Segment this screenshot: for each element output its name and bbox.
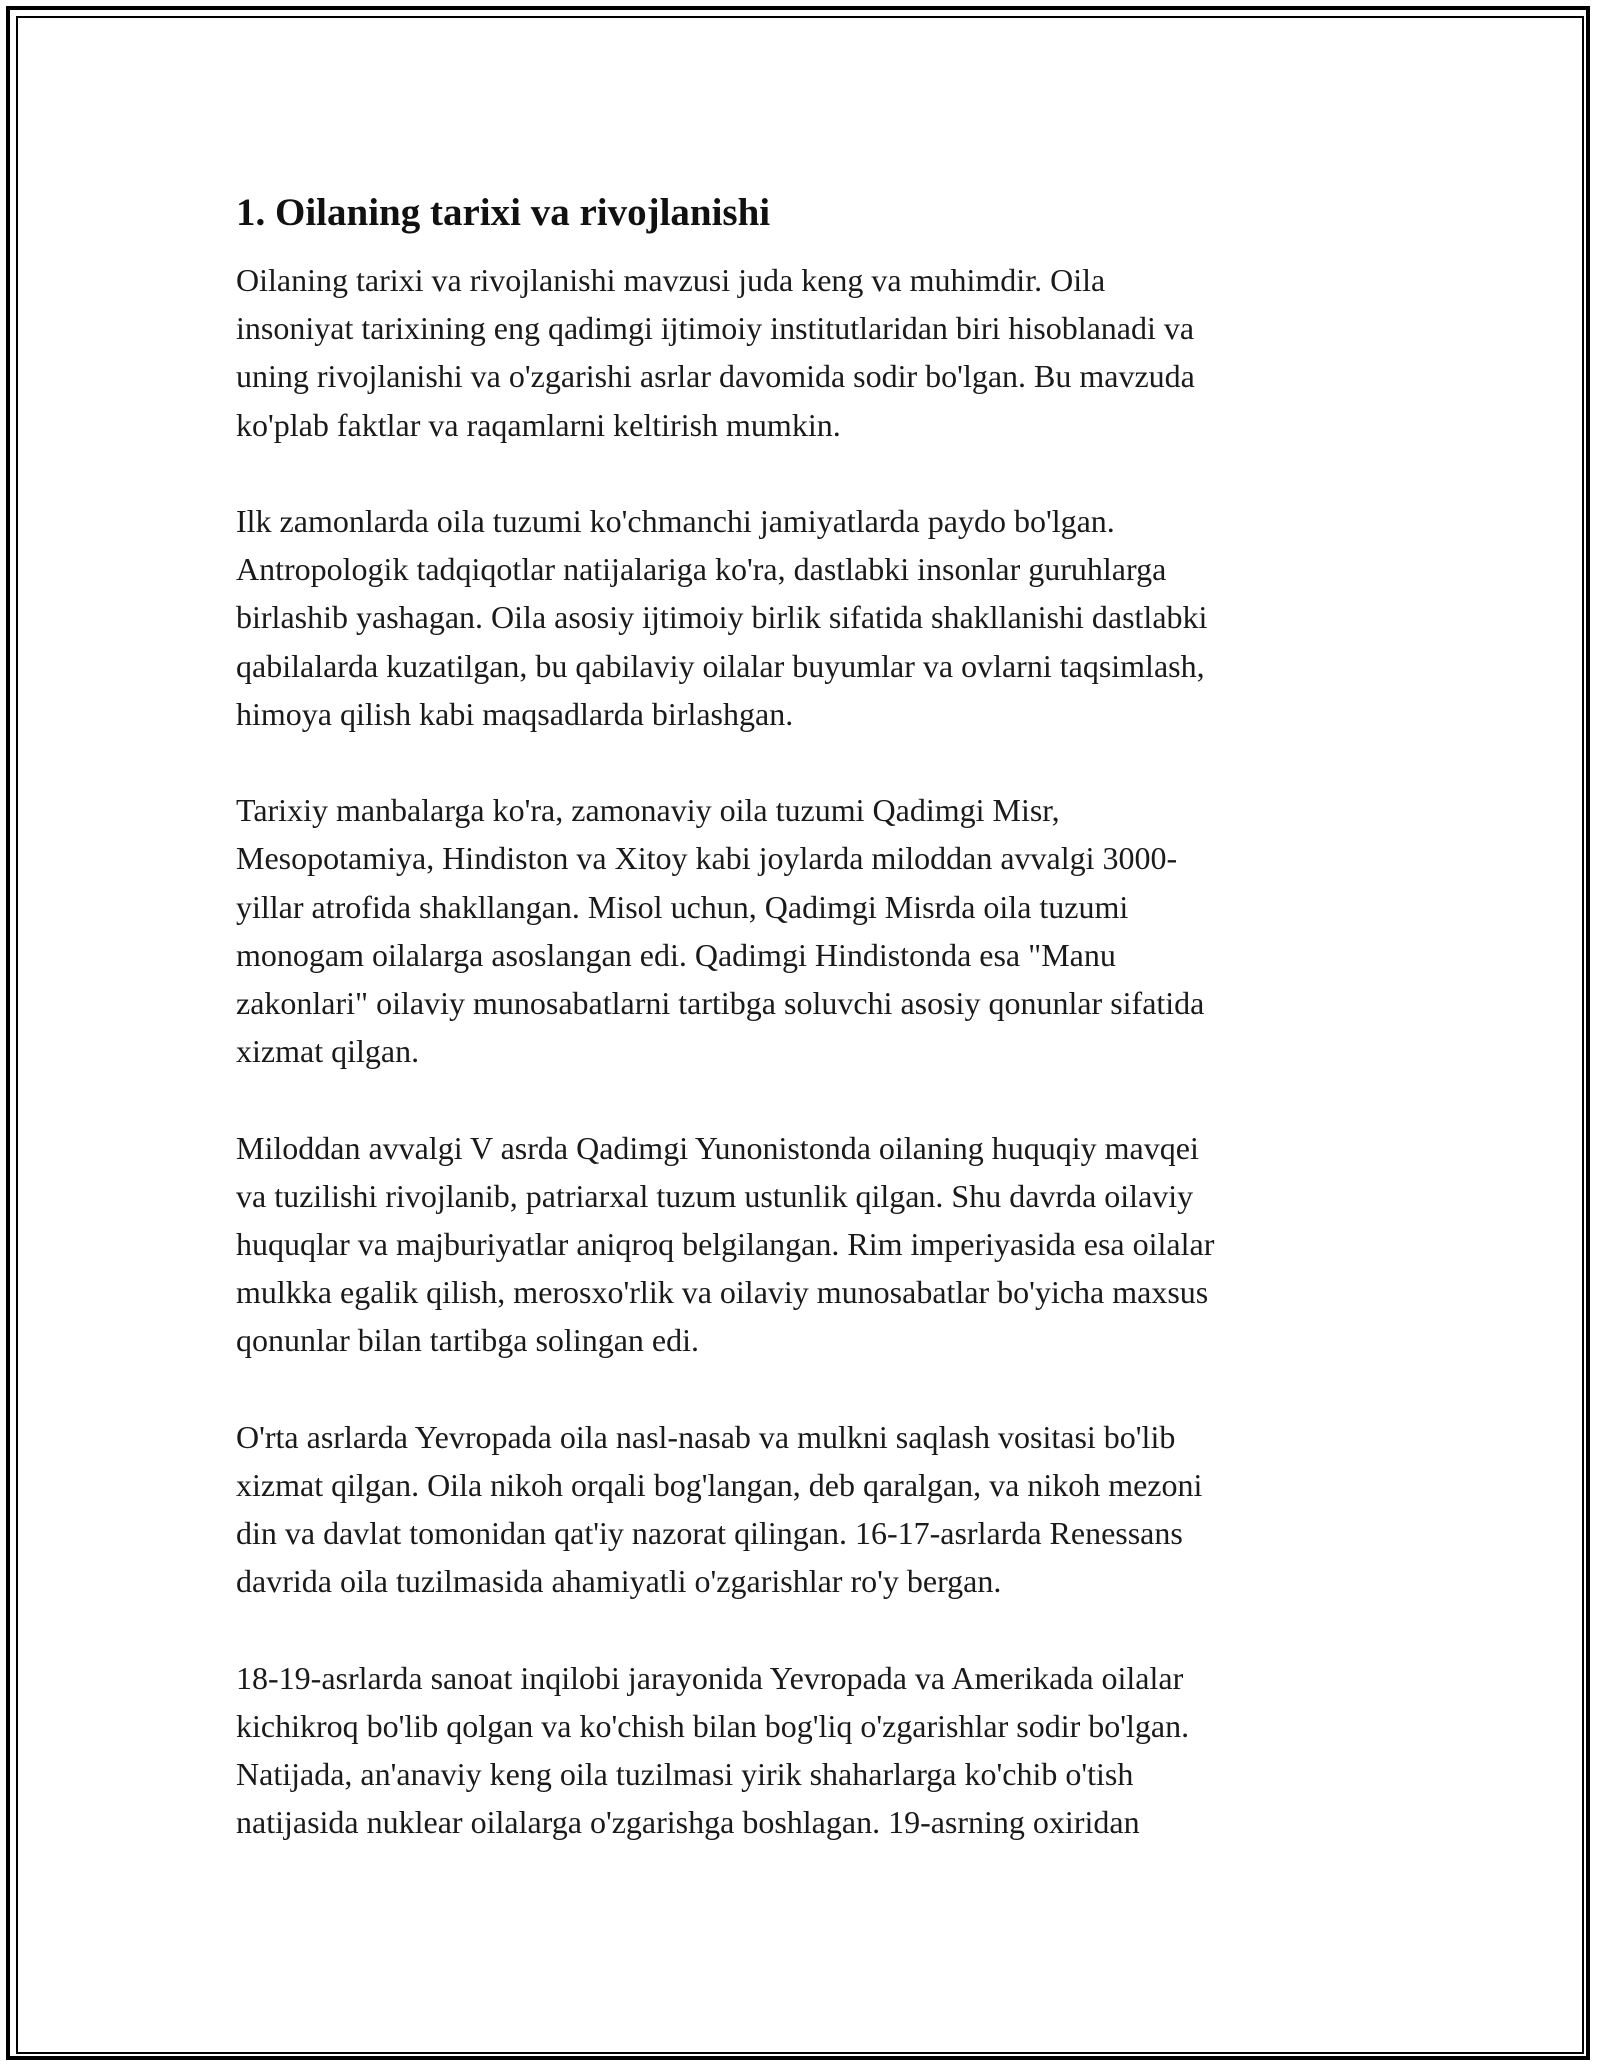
- paragraph-line: huquqlar va majburiyatlar aniqroq belgilangan. Rim imperiyasida esa oilalar: [236, 1226, 1215, 1263]
- paragraph-6: [236, 1654, 1386, 1847]
- section-heading: 1. Oilaning tarixi va rivojlanishi: [236, 191, 771, 234]
- paragraph-line: O'rta asrlarda Yevropada oila nasl-nasab va mulkni saqlash vositasi bo'lib: [236, 1418, 1176, 1455]
- paragraph-1: [236, 256, 1386, 449]
- paragraph-4: [236, 1124, 1386, 1365]
- paragraph-line: Antropologik tadqiqotlar natijalariga ko'ra, dastlabki insonlar guruhlarga: [236, 551, 1167, 588]
- paragraph-line: qonunlar bilan tartibga solingan edi.: [236, 1322, 699, 1359]
- paragraph-line: din va davlat tomonidan qat'iy nazorat qilingan. 16-17-asrlarda Renessans: [236, 1515, 1183, 1552]
- paragraph-line: mulkka egalik qilish, merosxo'rlik va oilaviy munosabatlar bo'yicha maxsus: [236, 1274, 1209, 1311]
- paragraph-line: ko'plab faktlar va raqamlarni keltirish mumkin.: [236, 406, 841, 443]
- paragraph-line: 18-19-asrlarda sanoat inqilobi jarayonida Yevropada va Amerikada oilalar: [236, 1659, 1184, 1696]
- paragraph-line: birlashib yashagan. Oila asosiy ijtimoiy birlik sifatida shakllanishi dastlabki: [236, 599, 1208, 636]
- paragraph-line: himoya qilish kabi maqsadlarda birlashgan.: [236, 695, 794, 732]
- paragraph-2: [236, 497, 1386, 738]
- paragraph-line: Tarixiy manbalarga ko'ra, zamonaviy oila tuzumi Qadimgi Misr,: [236, 792, 1060, 829]
- paragraph-5: [236, 1413, 1386, 1606]
- document-body: [236, 186, 1386, 1895]
- paragraph-line: natijasida nuklear oilalarga o'zgarishga boshlagan. 19-asrning oxiridan: [236, 1804, 1140, 1841]
- paragraph-line: uning rivojlanishi va o'zgarishi asrlar davomida sodir bo'lgan. Bu mavzuda: [236, 358, 1195, 395]
- paragraph-line: zakonlari" oilaviy munosabatlarni tartibga soluvchi asosiy qonunlar sifatida: [236, 985, 1205, 1022]
- paragraph-line: Mesopotamiya, Hindiston va Xitoy kabi joylarda miloddan avvalgi 3000-: [236, 840, 1178, 877]
- paragraph-line: monogam oilalarga asoslangan edi. Qadimgi Hindistonda esa "Manu: [236, 936, 1116, 973]
- paragraph-line: Miloddan avvalgi V asrda Qadimgi Yunonistonda oilaning huquqiy mavqei: [236, 1129, 1199, 1166]
- paragraph-line: Ilk zamonlarda oila tuzumi ko'chmanchi jamiyatlarda paydo bo'lgan.: [236, 503, 1115, 539]
- paragraph-line: xizmat qilgan.: [236, 1033, 420, 1070]
- paragraph-line: xizmat qilgan. Oila nikoh orqali bog'langan, deb qaralgan, va nikoh mezoni: [236, 1467, 1203, 1504]
- paragraph-line: Oilaning tarixi va rivojlanishi mavzusi juda keng va muhimdir. Oila: [236, 262, 1106, 298]
- paragraph-3: [236, 786, 1386, 1075]
- paragraph-line: qabilalarda kuzatilgan, bu qabilaviy oilalar buyumlar va ovlarni taqsimlash,: [236, 647, 1205, 684]
- paragraph-line: Natijada, an'anaviy keng oila tuzilmasi yirik shaharlarga ko'chib o'tish: [236, 1756, 1134, 1793]
- paragraph-line: davrida oila tuzilmasida ahamiyatli o'zgarishlar ro'y bergan.: [236, 1563, 1002, 1600]
- paragraph-line: va tuzilishi rivojlanib, patriarxal tuzum ustunlik qilgan. Shu davrda oilaviy: [236, 1177, 1194, 1214]
- paragraph-line: yillar atrofida shakllangan. Misol uchun, Qadimgi Misrda oila tuzumi: [236, 888, 1129, 925]
- paragraph-line: insoniyat tarixining eng qadimgi ijtimoiy institutlaridan biri hisoblanadi va: [236, 310, 1195, 347]
- paragraph-line: kichikroq bo'lib qolgan va ko'chish bilan bog'liq o'zgarishlar sodir bo'lgan.: [236, 1708, 1190, 1745]
